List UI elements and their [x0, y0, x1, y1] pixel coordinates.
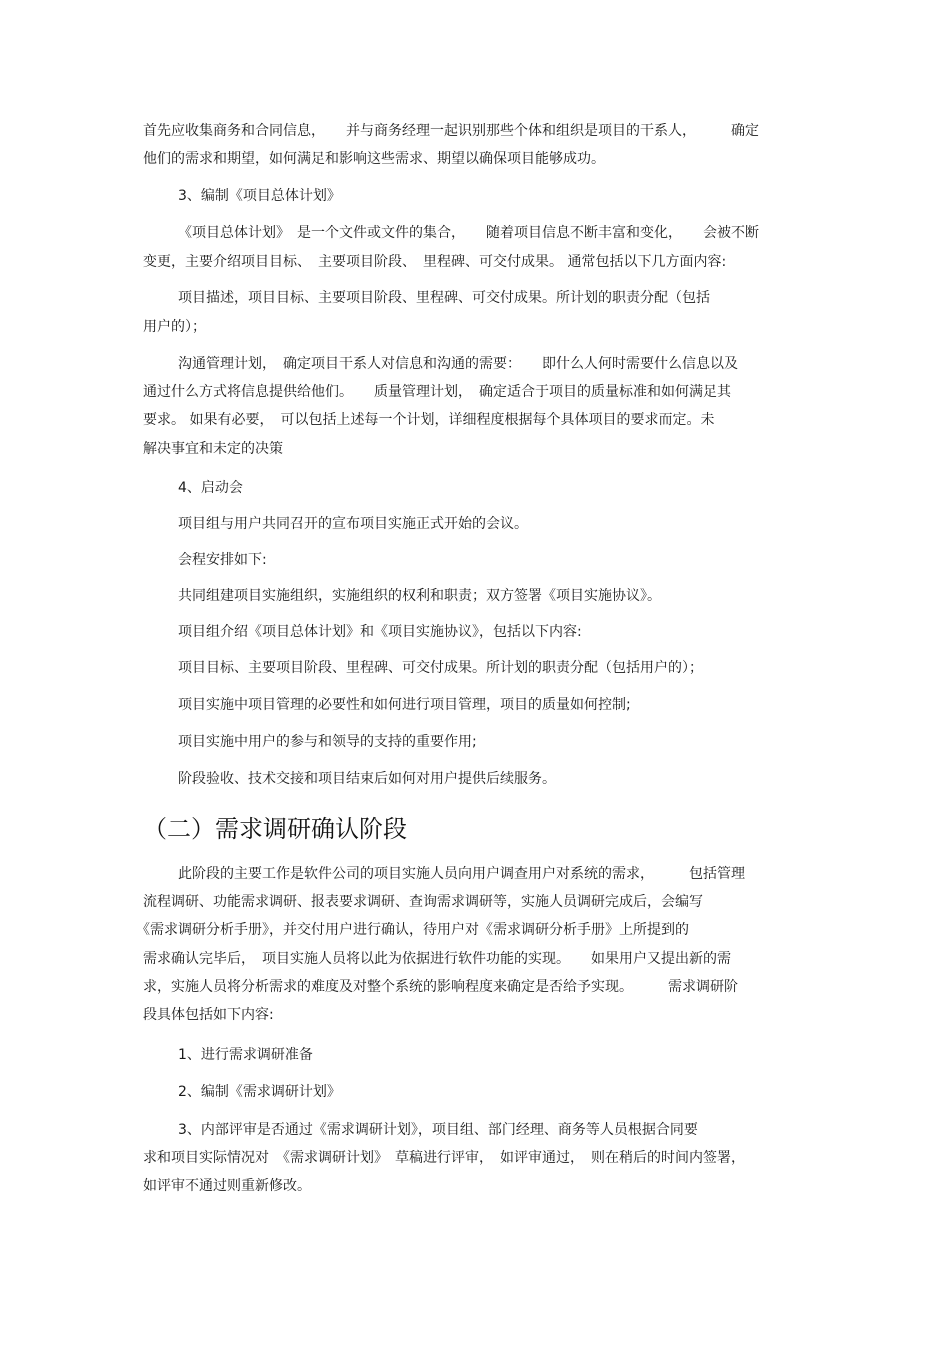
line: 此阶段的主要工作是软件公司的项目实施人员向用户调查用户对系统的需求， 包括管理 — [178, 866, 745, 882]
line: 解决事宜和未定的决策 — [143, 441, 283, 457]
line: 用户的）； — [143, 319, 206, 335]
line: 需求确认完毕后， 项目实施人员将以此为依据进行软件功能的实现。 如果用户又提出新的需 — [143, 951, 731, 967]
line: 他们的需求和期望，如何满足和影响这些需求、期望以确保项目能够成功。 — [143, 151, 605, 167]
line: 要求。 如果有必要， 可以包括上述每一个计划，详细程度根据每个具体项目的要求而定。未 — [143, 412, 715, 428]
line: 如评审不通过则重新修改。 — [143, 1178, 311, 1194]
line: 1、进行需求调研准备 — [178, 1047, 313, 1063]
line: 通过什么方式将信息提供给他们。 质量管理计划， 确定适合于项目的质量标准和如何满足其 — [143, 384, 731, 400]
line: 沟通管理计划， 确定项目干系人对信息和沟通的需要： 即什么人何时需要什么信息以及 — [178, 356, 738, 372]
line: 流程调研、功能需求调研、报表要求调研、查询需求调研等，实施人员调研完成后，会编写 — [143, 894, 703, 910]
line: 段具体包括如下内容: — [143, 1007, 274, 1023]
line: 变更，主要介绍项目目标、 主要项目阶段、 里程碑、可交付成果。 通常包括以下几方面内容: — [143, 254, 727, 270]
line: 共同组建项目实施组织，实施组织的权利和职责；双方签署《项目实施协议》。 — [178, 588, 661, 604]
line: 项目目标、主要项目阶段、里程碑、可交付成果。所计划的职责分配（包括用户的）； — [178, 660, 703, 676]
line: 《需求调研分析手册》，并交付用户进行确认，待用户对《需求调研分析手册》上所提到的 — [136, 922, 689, 938]
line: 2、编制《需求调研计划》 — [178, 1084, 341, 1100]
line: 求，实施人员将分析需求的难度及对整个系统的影响程度来确定是否给予实现。 需求调研阶 — [143, 979, 738, 995]
line: 阶段验收、技术交接和项目结束后如何对用户提供后续服务。 — [178, 771, 556, 787]
section-heading: （二）需求调研确认阶段 — [143, 815, 407, 843]
line: 3、内部评审是否通过《需求调研计划》，项目组、部门经理、商务等人员根据合同要 — [178, 1122, 698, 1138]
line: 《项目总体计划》 是一个文件或文件的集合， 随着项目信息不断丰富和变化， 会被不断 — [178, 225, 759, 241]
line: 求和项目实际情况对 《需求调研计划》 草稿进行评审， 如评审通过， 则在稍后的时间内签署， — [143, 1150, 745, 1166]
line: 项目实施中用户的参与和领导的支持的重要作用; — [178, 734, 477, 750]
line: 项目组介绍《项目总体计划》和《项目实施协议》，包括以下内容: — [178, 624, 582, 640]
line: 项目描述，项目目标、主要项目阶段、里程碑、可交付成果。所计划的职责分配（包括 — [178, 290, 710, 306]
line: 会程安排如下: — [178, 552, 267, 568]
line: 3、编制《项目总体计划》 — [178, 188, 341, 204]
line: 首先应收集商务和合同信息， 并与商务经理一起识别那些个体和组织是项目的干系人， 确定 — [143, 123, 759, 139]
line: 项目组与用户共同召开的宣布项目实施正式开始的会议。 — [178, 516, 528, 532]
line: 项目实施中项目管理的必要性和如何进行项目管理，项目的质量如何控制; — [178, 697, 631, 713]
line: 4、启动会 — [178, 480, 243, 496]
